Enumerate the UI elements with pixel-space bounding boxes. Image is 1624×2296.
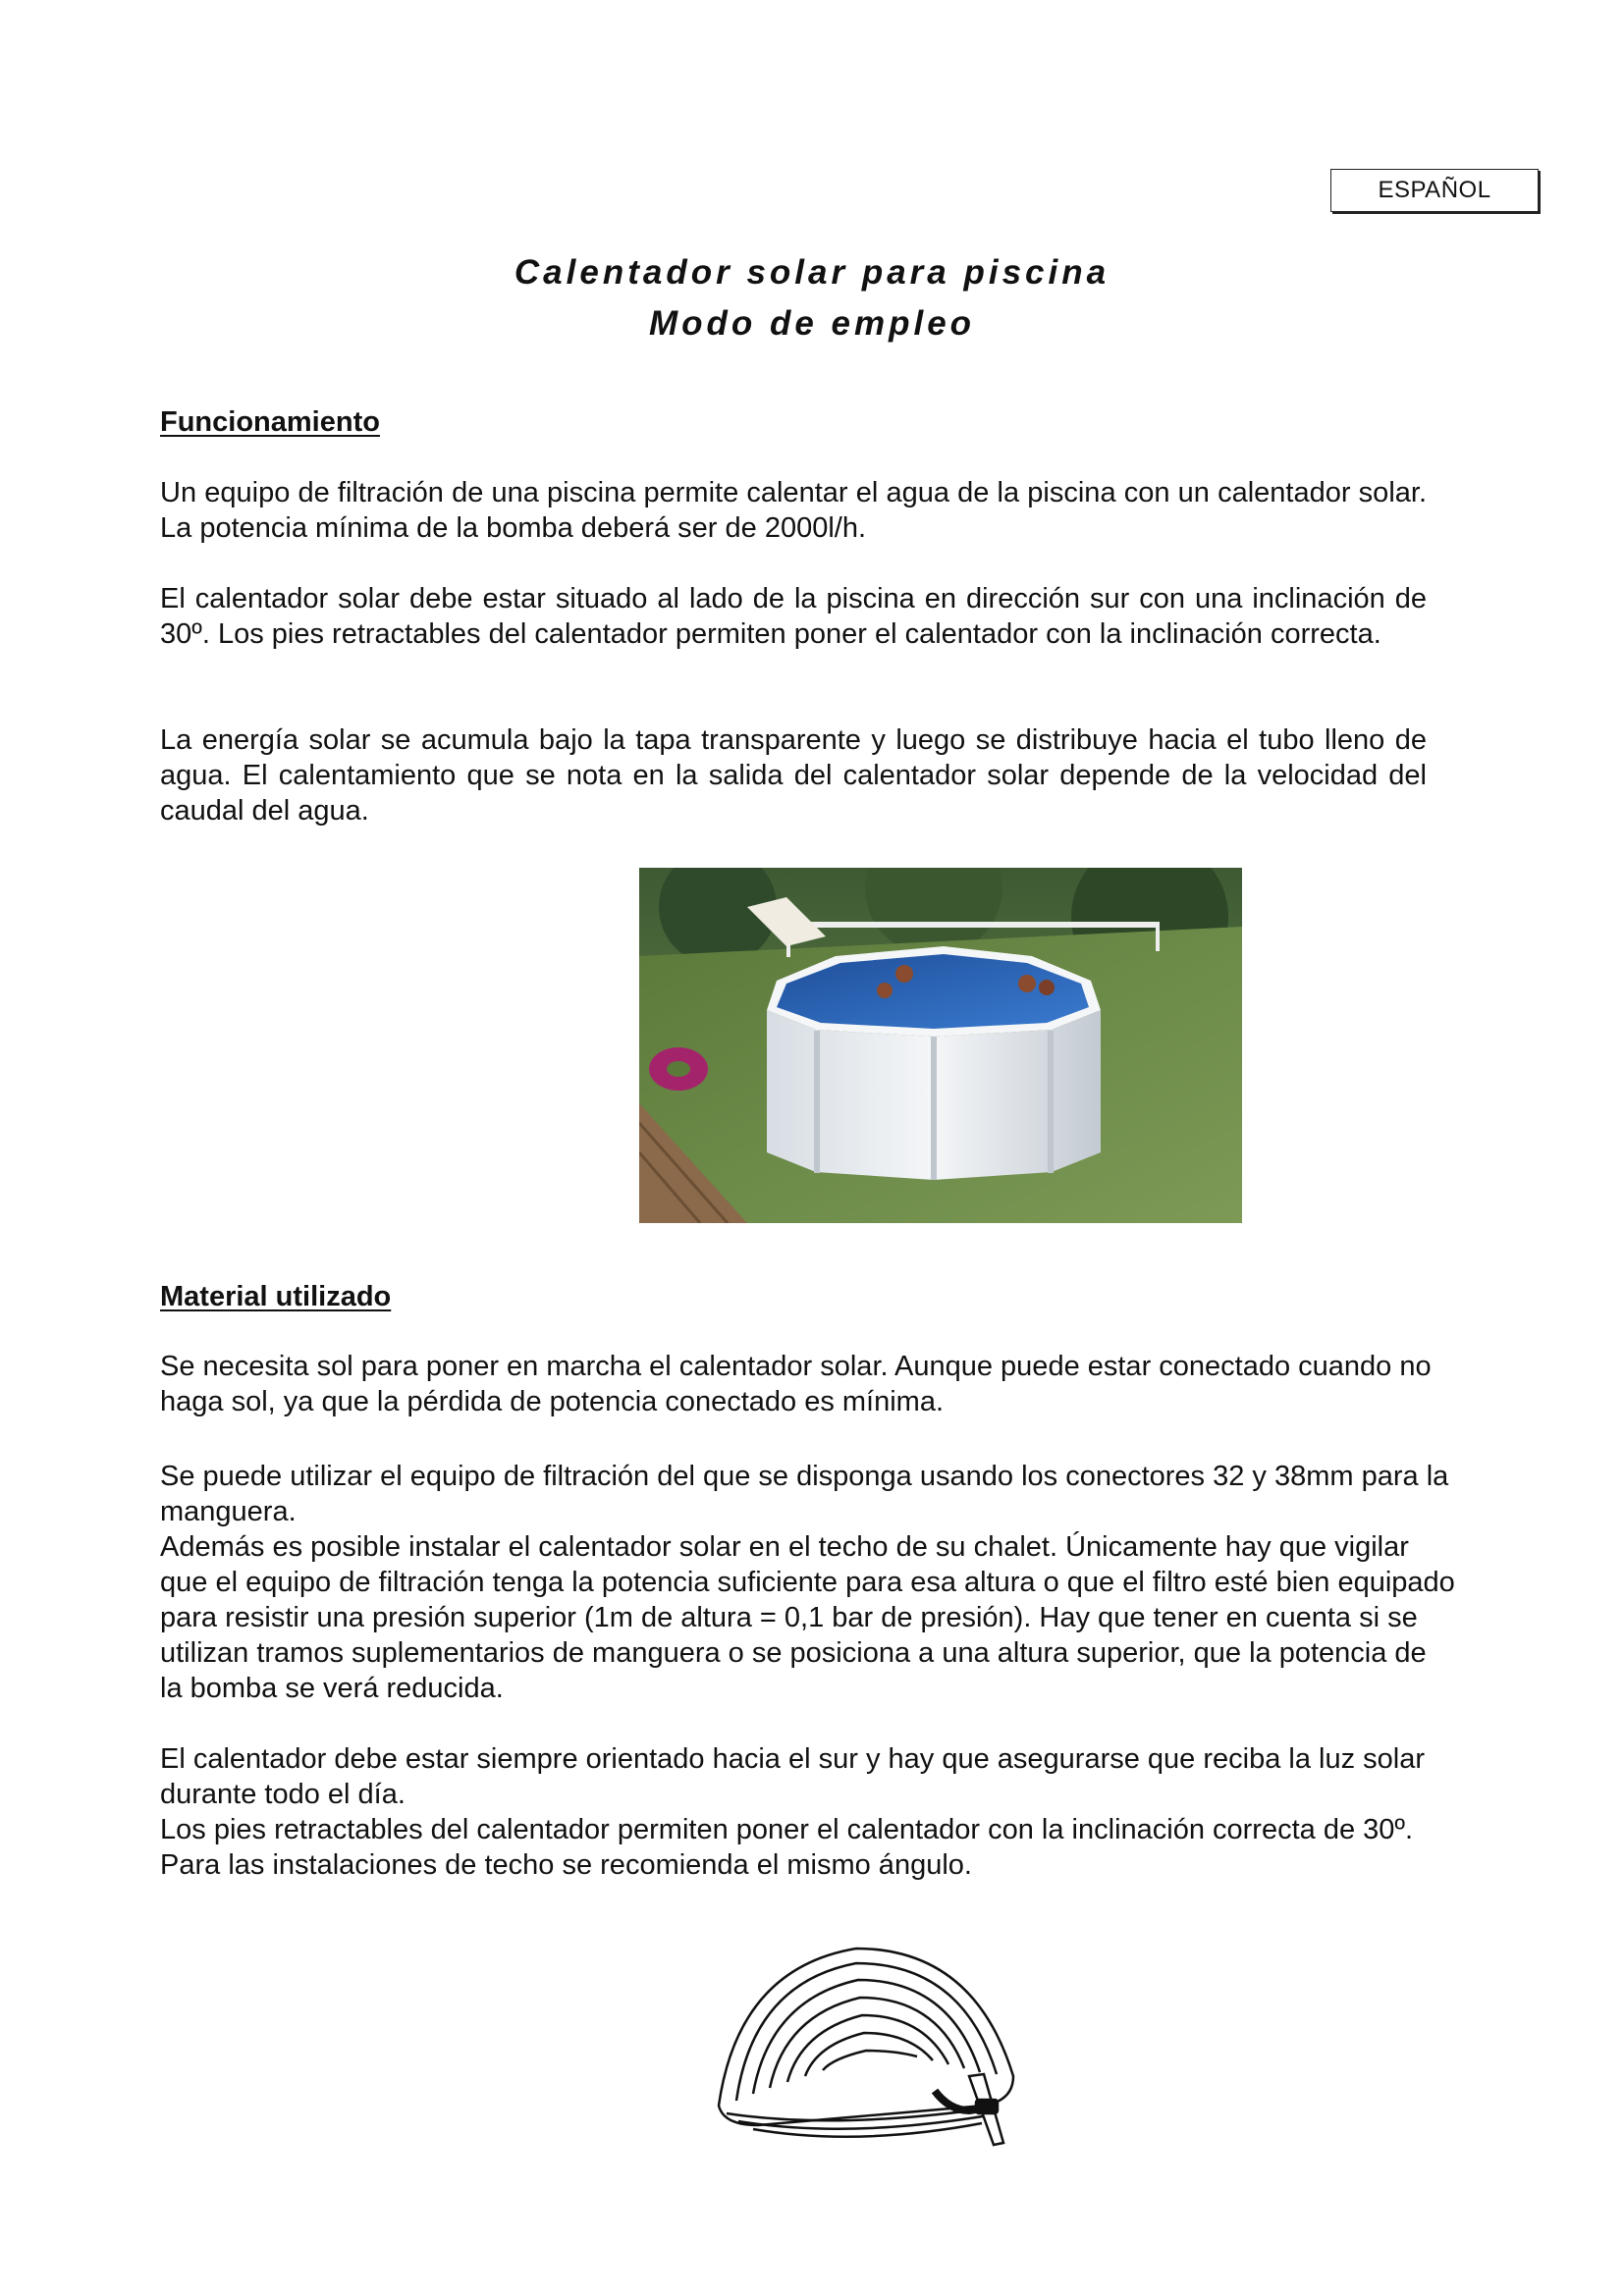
pool-photo [639, 868, 1242, 1223]
paragraph: Los pies retractables del calentador permiten poner el calentador con la inclinación correcta de 30º. Para las instalaciones de techo se recomienda el mismo ángulo. [160, 1814, 1414, 1881]
paragraph: El calentador solar debe estar situado al lado de la piscina en dirección sur con una inclinación de 30º. Los pies retractables del calentador permiten poner el calentador con la inclinación correcta. [160, 583, 1427, 650]
solar-heater-drawing [699, 1929, 1043, 2164]
section-heading-material: Material utilizado [160, 1281, 392, 1312]
paragraph: Además es posible instalar el calentador solar en el techo de su chalet. Únicamente hay que vigilar que el equipo de filtración tenga la potencia suficiente para esa altura o que el filtro esté bien equipado para resistir una presión superior (1m de altura = 0,1 bar de presión). Hay que tener en cuenta si se utilizan tramos suplementarios de manguera o se posiciona a una altura superior, que la potencia de la bomba se verá reducida. [160, 1531, 1455, 1704]
page-subtitle: Modo de empleo [648, 304, 976, 343]
paragraph: Un equipo de filtración de una piscina permite calentar el agua de la piscina con un calentador solar. La potencia mínima de la bomba deberá ser de 2000l/h. [160, 477, 1427, 544]
paragraph: El calentador debe estar siempre orientado hacia el sur y hay que asegurarse que reciba la luz solar durante todo el día. [160, 1743, 1426, 1810]
paragraph: La energía solar se acumula bajo la tapa transparente y luego se distribuye hacia el tubo lleno de agua. El calentamiento que se nota en la salida del calentador solar depende de la velocidad del caudal del agua. [160, 724, 1427, 827]
page-title: Calentador solar para piscina [514, 253, 1110, 292]
paragraph: Se necesita sol para poner en marcha el calentador solar. Aunque puede estar conectado cuando no haga sol, ya que la pérdida de potencia conectado es mínima. [160, 1351, 1432, 1417]
language-label: ESPAÑOL [1330, 169, 1539, 212]
paragraph: Se puede utilizar el equipo de filtración del que se disponga usando los conectores 32 y 38mm para la manguera. [160, 1461, 1449, 1527]
section-heading-funcionamiento: Funcionamiento [160, 406, 380, 438]
